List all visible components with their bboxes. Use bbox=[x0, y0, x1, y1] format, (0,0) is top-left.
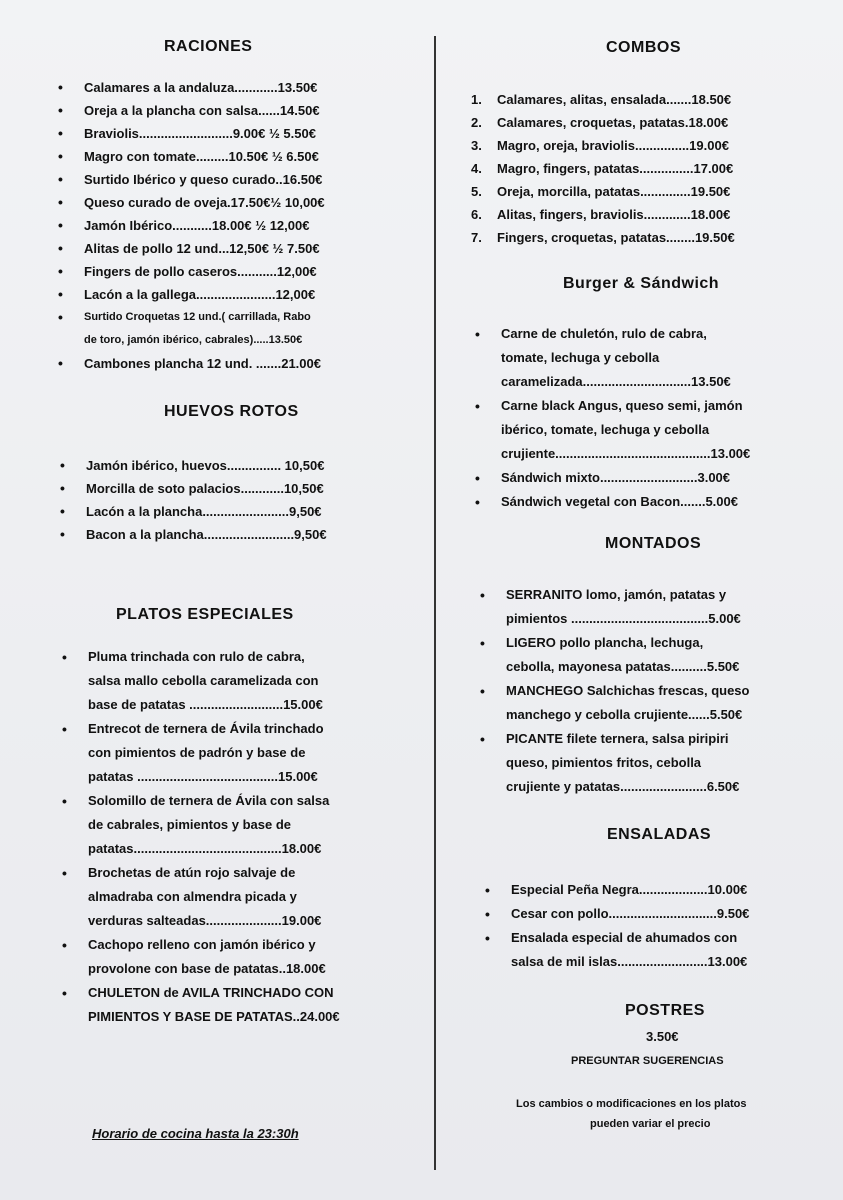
menu-item-line: con pimientos de padrón y base de bbox=[88, 745, 306, 760]
menu-item-line: • Sándwich mixto...........................3.00€ bbox=[501, 470, 731, 485]
combo-text: Calamares, croquetas, patatas.18.00€ bbox=[497, 115, 729, 130]
menu-item-line: • Solomillo de ternera de Ávila con salsa bbox=[88, 793, 330, 808]
menu-item bbox=[501, 466, 831, 490]
column-divider bbox=[434, 36, 436, 1170]
menu-item bbox=[506, 727, 836, 799]
menu-item: • Surtido Ibérico y queso curado..16.50€ bbox=[84, 168, 424, 191]
menu-item-line: crujiente y patatas........................6.50€ bbox=[506, 779, 740, 794]
burger-sandwich-list bbox=[501, 322, 831, 514]
menu-item-line: PIMIENTOS Y BASE DE PATATAS..24.00€ bbox=[88, 1009, 340, 1024]
menu-item: • Jamón Ibérico...........18.00€ ½ 12,00€ bbox=[84, 214, 424, 237]
menu-item-line: • Entrecot de ternera de Ávila trinchado bbox=[88, 721, 324, 736]
disclaimer-line-1: Los cambios o modificaciones en los platos bbox=[516, 1098, 747, 1110]
menu-item bbox=[88, 933, 418, 981]
combo-item bbox=[471, 111, 837, 134]
menu-item-line: • PICANTE filete ternera, salsa piripiri bbox=[506, 731, 729, 746]
menu-item: • Oreja a la plancha con salsa......14.50€ bbox=[84, 99, 424, 122]
menu-item: • Lacón a la plancha........................9,50€ bbox=[86, 500, 416, 523]
menu-item-line: cebolla, mayonesa patatas..........5.50€ bbox=[506, 659, 740, 674]
menu-item bbox=[501, 394, 831, 466]
raciones-list bbox=[84, 76, 424, 375]
menu-item bbox=[506, 679, 836, 727]
menu-item-line: • Carne black Angus, queso semi, jamón bbox=[501, 398, 743, 413]
combo-text: Calamares, alitas, ensalada.......18.50€ bbox=[497, 92, 732, 107]
menu-item: • Braviolis..........................9.00€ ½ 5.50€ bbox=[84, 122, 424, 145]
combo-text: Oreja, morcilla, patatas..............19.50€ bbox=[497, 184, 731, 199]
menu-item: de toro, jamón ibérico, cabrales).....13.50€ bbox=[84, 334, 303, 346]
menu-item bbox=[88, 789, 418, 861]
menu-item-line: • Sándwich vegetal con Bacon.......5.00€ bbox=[501, 494, 738, 509]
menu-item: • Morcilla de soto palacios............10,50€ bbox=[86, 477, 416, 500]
menu-item: • Bacon a la plancha.........................9,50€ bbox=[86, 523, 416, 546]
menu-item bbox=[501, 490, 831, 514]
menu-item bbox=[88, 861, 418, 933]
combos-list bbox=[471, 88, 837, 249]
combo-number: 3. bbox=[471, 138, 482, 153]
menu-item-line: • Especial Peña Negra...................10.00€ bbox=[511, 882, 748, 897]
menu-item-line: • CHULETON de AVILA TRINCHADO CON bbox=[88, 985, 334, 1000]
menu-item-line: queso, pimientos fritos, cebolla bbox=[506, 755, 702, 770]
combo-text: Fingers, croquetas, patatas........19.50€ bbox=[497, 230, 735, 245]
menu-item-line: ibérico, tomate, lechuga y cebolla bbox=[501, 422, 710, 437]
menu-item-line: • Cachopo relleno con jamón ibérico y bbox=[88, 937, 316, 952]
menu-item-line: • Carne de chuletón, rulo de cabra, bbox=[501, 326, 707, 341]
menu-item-line: • Ensalada especial de ahumados con bbox=[511, 930, 738, 945]
menu-item: • Queso curado de oveja.17.50€½ 10,00€ bbox=[84, 191, 424, 214]
menu-item-line: salsa mallo cebolla caramelizada con bbox=[88, 673, 319, 688]
combo-number: 6. bbox=[471, 207, 482, 222]
combo-text: Magro, fingers, patatas...............17.00€ bbox=[497, 161, 734, 176]
combo-number: 2. bbox=[471, 115, 482, 130]
combo-number: 1. bbox=[471, 92, 482, 107]
section-title-burger-sandwich: Burger & Sándwich bbox=[563, 275, 720, 292]
combo-item bbox=[471, 134, 837, 157]
menu-item-line: almadraba con almendra picada y bbox=[88, 889, 297, 904]
postres-note: PREGUNTAR SUGERENCIAS bbox=[571, 1055, 724, 1067]
menu-item-line: pimientos ......................................5.00€ bbox=[506, 611, 741, 626]
menu-item-line: • Pluma trinchada con rulo de cabra, bbox=[88, 649, 305, 664]
menu-item: • Calamares a la andaluza............13.50€ bbox=[84, 76, 424, 99]
section-title-combos: COMBOS bbox=[606, 39, 681, 56]
menu-item: • Cambones plancha 12 und. .......21.00€ bbox=[84, 352, 424, 375]
combo-number: 7. bbox=[471, 230, 482, 245]
menu-item-line: • MANCHEGO Salchichas frescas, queso bbox=[506, 683, 750, 698]
menu-item-line: tomate, lechuga y cebolla bbox=[501, 350, 660, 365]
menu-item bbox=[511, 926, 841, 974]
menu-item-line: • SERRANITO lomo, jamón, patatas y bbox=[506, 587, 727, 602]
menu-item-line: verduras salteadas.....................19.00€ bbox=[88, 913, 322, 928]
ensaladas-list bbox=[511, 878, 841, 974]
menu-item: • Surtido Croquetas 12 und.( carrillada, Rabo bbox=[84, 306, 424, 329]
menu-item bbox=[88, 981, 418, 1029]
menu-item-line: manchego y cebolla crujiente......5.50€ bbox=[506, 707, 743, 722]
combo-item bbox=[471, 180, 837, 203]
combo-item bbox=[471, 226, 837, 249]
menu-item: • Alitas de pollo 12 und...12,50€ ½ 7.50€ bbox=[84, 237, 424, 260]
menu-item-line: caramelizada..............................13.50€ bbox=[501, 374, 731, 389]
combo-text: Alitas, fingers, braviolis.............18.00€ bbox=[497, 207, 731, 222]
section-title-platos-especiales: PLATOS ESPECIALES bbox=[116, 606, 294, 623]
menu-item: • Jamón ibérico, huevos............... 10,50€ bbox=[86, 454, 416, 477]
menu-item bbox=[506, 583, 836, 631]
menu-item bbox=[511, 902, 841, 926]
huevos-rotos-list bbox=[86, 454, 416, 546]
montados-list bbox=[506, 583, 836, 799]
menu-item bbox=[88, 645, 418, 717]
menu-item-line: salsa de mil islas.........................13.00€ bbox=[511, 954, 748, 969]
section-title-raciones: RACIONES bbox=[164, 38, 253, 55]
menu-item: • Magro con tomate.........10.50€ ½ 6.50€ bbox=[84, 145, 424, 168]
menu-item-line: patatas .......................................15.00€ bbox=[88, 769, 318, 784]
combo-item bbox=[471, 157, 837, 180]
combo-number: 4. bbox=[471, 161, 482, 176]
combo-item bbox=[471, 203, 837, 226]
postres-price: 3.50€ bbox=[646, 1029, 679, 1044]
platos-especiales-list bbox=[88, 645, 418, 1029]
menu-item-line: base de patatas ..........................15.00€ bbox=[88, 697, 323, 712]
menu-item bbox=[88, 717, 418, 789]
menu-item-line: provolone con base de patatas..18.00€ bbox=[88, 961, 326, 976]
disclaimer-line-2: pueden variar el precio bbox=[590, 1118, 711, 1130]
kitchen-hours-note: Horario de cocina hasta la 23:30h bbox=[92, 1126, 299, 1141]
menu-item bbox=[506, 631, 836, 679]
menu-item-line: • LIGERO pollo plancha, lechuga, bbox=[506, 635, 704, 650]
section-title-ensaladas: ENSALADAS bbox=[607, 826, 712, 843]
menu-item-line: • Brochetas de atún rojo salvaje de bbox=[88, 865, 296, 880]
menu-item bbox=[501, 322, 831, 394]
menu-item-line: crujiente...........................................13.00€ bbox=[501, 446, 751, 461]
menu-item-line: • Cesar con pollo..............................9.50€ bbox=[511, 906, 750, 921]
menu-item-line: patatas.........................................18.00€ bbox=[88, 841, 322, 856]
section-title-montados: MONTADOS bbox=[605, 535, 702, 552]
menu-item: • Lacón a la gallega......................12,00€ bbox=[84, 283, 424, 306]
menu-item-line: de cabrales, pimientos y base de bbox=[88, 817, 292, 832]
menu-item: • Fingers de pollo caseros...........12,00€ bbox=[84, 260, 424, 283]
combo-item bbox=[471, 88, 837, 111]
section-title-postres: POSTRES bbox=[625, 1002, 705, 1019]
combo-text: Magro, oreja, braviolis...............19.00€ bbox=[497, 138, 729, 153]
menu-item bbox=[511, 878, 841, 902]
section-title-huevos-rotos: HUEVOS ROTOS bbox=[164, 403, 299, 420]
combo-number: 5. bbox=[471, 184, 482, 199]
